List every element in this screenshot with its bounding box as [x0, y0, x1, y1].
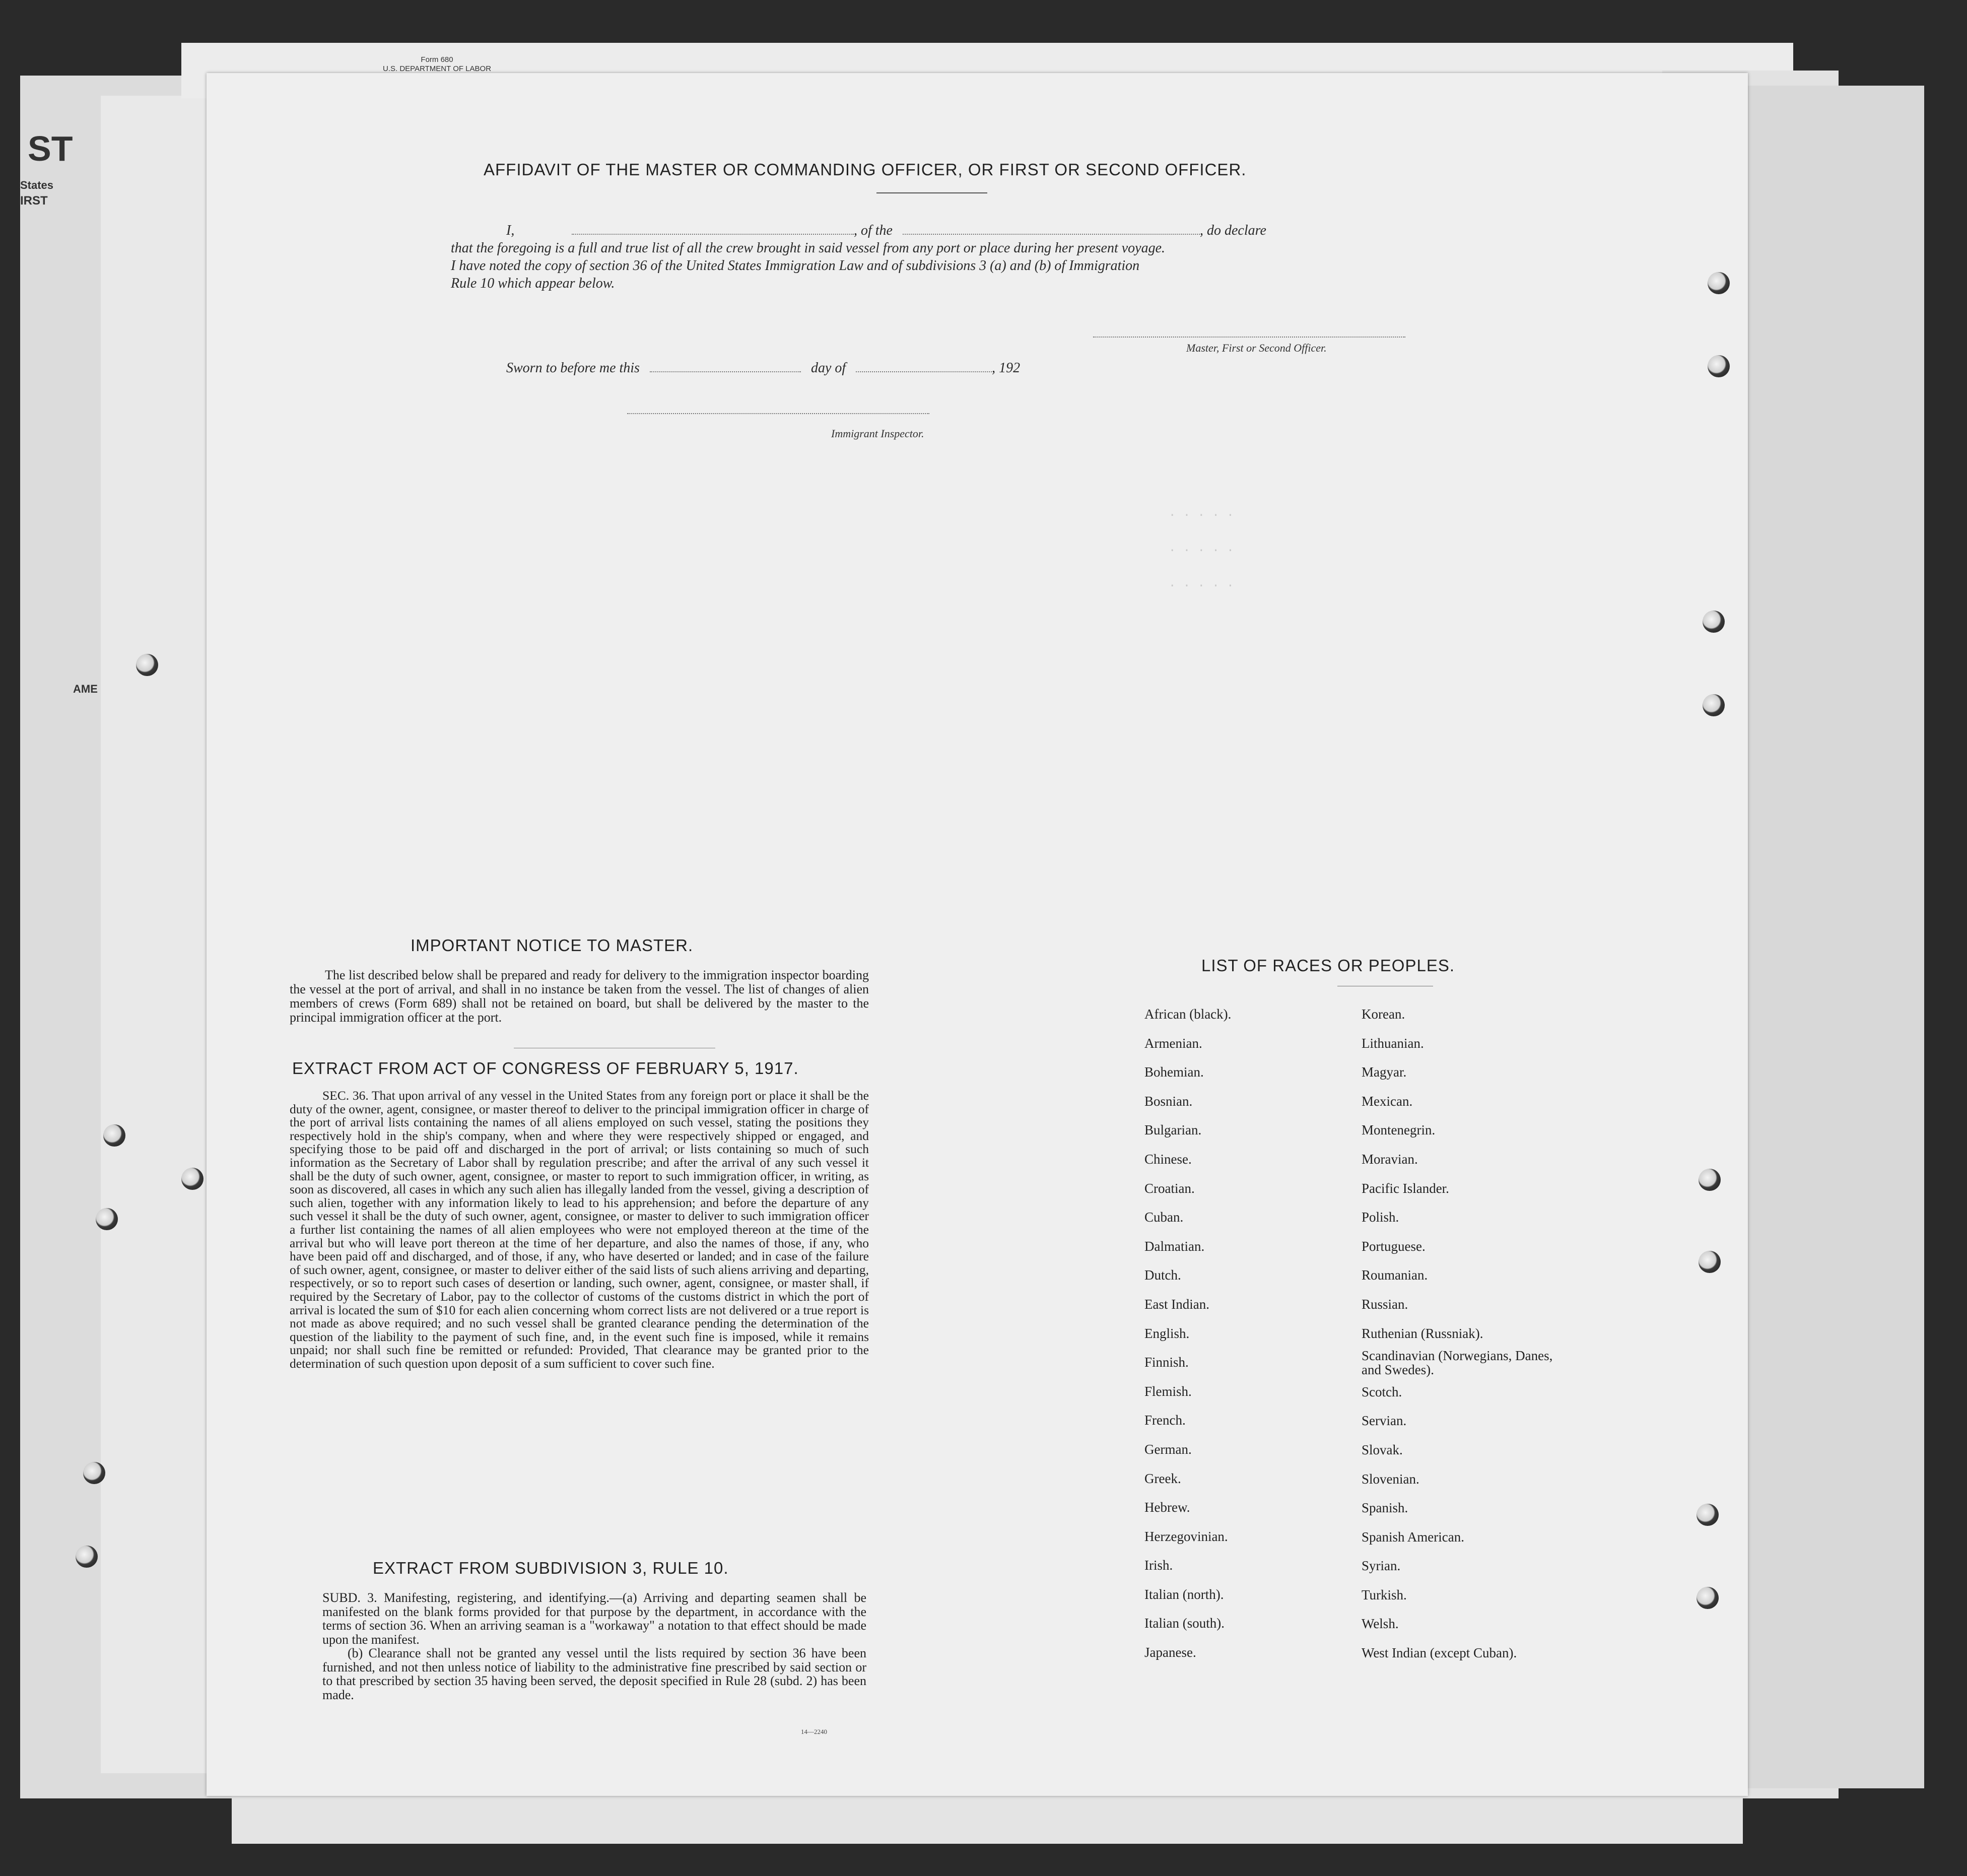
declarant-prefix: I,: [506, 223, 515, 238]
race-item: Japanese.: [1144, 1645, 1196, 1660]
race-item: Mexican.: [1362, 1093, 1413, 1109]
act-text: SEC. 36. That upon arrival of any vessel in the United States from any foreign port or place it shall be the duty of the owner, agent, consignee, or master thereof to deliver to the principal immigration officer in charge of the port of arrival lists containing the names of all aliens employed on such vessel, stating the positions they respectively hold in the ship's company, when and where they were respectively shipped or engaged, and specifying those to be paid off and discharged in the port of arrival; or lists containing so much of such information as the Secretary of Labor shall by regulation prescribe; and after the arrival of any such vessel it shall be the duty of such owner, agent, consignee, or master to report to such immigration officer, in writing, as soon as discovered, all cases in which any such alien has illegally landed from the vessel, giving a description of such alien, together with any information likely to lead to his apprehension; and before the departure of any such vessel it shall be the duty of such owner, agent, consignee, or master to deliver to such immigration officer a further list containing the names of all alien employees who were not employed thereon at the time of the arrival but who will leave port thereon at the time of her departure, and also the names of those, if any, who have been paid off and discharged, and of those, if any, who have deserted or landed; and in case of the failure of such owner, agent, consignee, or master to deliver either of the said lists of such aliens arriving and departing, respectively, or so to report such cases of desertion or landing, such owner, agent, consignee, or master shall, if required by the Secretary of Labor, pay to the collector of customs of the customs district in which the port of arrival is located the sum of $10 for each alien concerning whom correct lists are not delivered or a true report is not made as above required; and no such vessel shall be granted clearance pending the determination of the question of the liability to the payment of such fine, and, in the event such fine is imposed, while it remains unpaid; nor shall such fine be remitted or refunded: Provided, That clearance may be granted prior to the determination of such question upon deposit of a sum sufficient to cover such fine.: [290, 1088, 869, 1371]
day-of-label: day of: [810, 360, 846, 376]
punch-hole: [1697, 1504, 1719, 1526]
vessel-prefix: , of the: [854, 223, 893, 238]
race-item: Pacific Islander.: [1362, 1180, 1449, 1196]
notice-text: The list described below shall be prepared and ready for delivery to the immigration inspector boarding the vessel at the port of arrival, and shall in no instance be taken from the vessel. The list of changes of alien members of crews (Form 689) shall not be retained on board, but shall be delivered by the master to the principal immigration officer at the port.: [290, 968, 869, 1025]
left-strip-label: AME: [73, 683, 98, 695]
rule-paragraph-a: SUBD. 3. Manifesting, registering, and identifying.—(a) Arriving and departing seamen shall be manifested on the blank forms provided for that purpose by the department, in accordance with the terms of section 36. When an arriving seaman is a "workaway" a notation to that effect should be made upon the manifest.: [322, 1590, 866, 1647]
punch-hole: [76, 1546, 98, 1568]
department-label: U.S. DEPARTMENT OF LABOR: [383, 64, 492, 73]
race-item: West Indian (except Cuban).: [1362, 1645, 1517, 1661]
punch-hole: [1703, 611, 1725, 633]
race-item: Magyar.: [1362, 1064, 1407, 1080]
rule-text: [322, 1591, 866, 1702]
affidavit-line: Rule 10 which appear below.: [451, 276, 615, 291]
rule-title: EXTRACT FROM SUBDIVISION 3, RULE 10.: [373, 1559, 729, 1577]
act-title: EXTRACT FROM ACT OF CONGRESS OF FEBRUARY 5, 1917.: [292, 1059, 799, 1078]
race-item: Irish.: [1144, 1558, 1173, 1573]
left-strip-label: States: [20, 179, 54, 191]
race-item: Finnish.: [1144, 1355, 1189, 1370]
race-item: Cuban.: [1144, 1210, 1184, 1225]
races-column-1: [1144, 1000, 1231, 1667]
title-rule: [876, 192, 987, 193]
race-item: Flemish.: [1144, 1383, 1192, 1399]
notice-title: IMPORTANT NOTICE TO MASTER.: [411, 936, 694, 955]
race-item: Scotch.: [1362, 1384, 1402, 1399]
left-strip-heading: ST: [28, 129, 73, 168]
race-item: Roumanian.: [1362, 1267, 1428, 1283]
race-item: Portuguese.: [1362, 1238, 1426, 1254]
race-item: French.: [1144, 1413, 1186, 1428]
race-item: Russian.: [1362, 1296, 1408, 1312]
inspector-caption: Immigrant Inspector.: [831, 427, 924, 440]
bleed-through-text: · · · · ·: [1169, 579, 1234, 593]
race-item: African (black).: [1144, 1007, 1232, 1022]
punch-hole: [1703, 694, 1725, 716]
punch-hole: [136, 654, 158, 676]
affidavit-title: AFFIDAVIT OF THE MASTER OR COMMANDING OFFICER, OR FIRST OR SECOND OFFICER.: [484, 160, 1247, 179]
race-item: Italian (north).: [1144, 1586, 1224, 1602]
race-item: East Indian.: [1144, 1296, 1209, 1312]
sworn-day-field[interactable]: [650, 361, 801, 372]
print-code: 14—2240: [801, 1728, 827, 1735]
sworn-line: [506, 360, 1020, 376]
punch-hole: [181, 1168, 204, 1190]
race-item: English.: [1144, 1325, 1190, 1341]
race-item: Korean.: [1362, 1007, 1405, 1022]
race-item: Lithuanian.: [1362, 1035, 1424, 1051]
form-tag: [383, 55, 491, 74]
race-item: Chinese.: [1144, 1151, 1192, 1167]
race-item: Moravian.: [1362, 1151, 1418, 1167]
punch-hole: [1699, 1251, 1721, 1273]
form-number: Form 680: [421, 55, 453, 64]
race-item: Italian (south).: [1144, 1616, 1225, 1631]
race-item: Bulgarian.: [1144, 1122, 1202, 1138]
punch-hole: [1708, 272, 1730, 294]
race-item: Syrian.: [1362, 1558, 1401, 1574]
race-item: Ruthenian (Russniak).: [1362, 1325, 1483, 1341]
signature-caption: Master, First or Second Officer.: [1186, 342, 1327, 354]
race-item: Slovak.: [1362, 1442, 1403, 1457]
punch-hole: [1708, 355, 1730, 377]
punch-hole: [83, 1462, 105, 1484]
affidavit-line: I have noted the copy of section 36 of the United States Immigration Law and of subdivisions 3 (a) and (b) of Immigration: [451, 258, 1140, 274]
race-item: Dutch.: [1144, 1267, 1181, 1283]
year-label: , 192: [992, 360, 1021, 376]
race-item: Montenegrin.: [1362, 1122, 1436, 1138]
race-item: Bosnian.: [1144, 1093, 1193, 1109]
affidavit-body: [451, 222, 1408, 292]
race-item: Spanish American.: [1362, 1529, 1464, 1545]
races-title: LIST OF RACES OR PEOPLES.: [1201, 956, 1455, 975]
officer-name-field[interactable]: [572, 224, 854, 235]
races-column-2: [1362, 1000, 1573, 1668]
punch-hole: [103, 1124, 125, 1147]
punch-hole: [1697, 1587, 1719, 1609]
left-strip-label: IRST: [20, 194, 48, 208]
race-item: Turkish.: [1362, 1587, 1407, 1602]
officer-signature-field[interactable]: [1093, 326, 1405, 338]
race-item: Polish.: [1362, 1210, 1399, 1225]
declare-suffix: , do declare: [1200, 223, 1266, 238]
race-item: Herzegovinian.: [1144, 1528, 1228, 1544]
race-item: Hebrew.: [1144, 1500, 1190, 1515]
vessel-name-field[interactable]: [903, 224, 1200, 235]
race-item: Welsh.: [1362, 1616, 1399, 1632]
race-item: German.: [1144, 1441, 1192, 1457]
race-item: Armenian.: [1144, 1035, 1202, 1051]
race-item: Bohemian.: [1144, 1064, 1204, 1080]
race-item: Croatian.: [1144, 1180, 1195, 1196]
race-item: Dalmatian.: [1144, 1238, 1205, 1254]
bleed-through-text: · · · · ·: [1169, 544, 1234, 558]
rule-paragraph-b: (b) Clearance shall not be granted any vessel until the lists required by section 36 have been furnished, and not then unless notice of liability to the administrative fine prescribed by said section or to that prescribed by section 35 having been served, the deposit specified in Rule 28 (subd. 2) has been made.: [322, 1646, 866, 1702]
race-item: Servian.: [1362, 1413, 1407, 1429]
race-item: Greek.: [1144, 1470, 1181, 1486]
punch-hole: [1699, 1169, 1721, 1191]
sworn-month-field[interactable]: [856, 361, 992, 372]
bleed-through-text: · · · · ·: [1169, 509, 1234, 522]
race-item: Scandinavian (Norwegians, Danes, and Swedes).: [1362, 1348, 1553, 1378]
sworn-prefix: Sworn to before me this: [506, 360, 640, 376]
affidavit-line: that the foregoing is a full and true list of all the crew brought in said vessel from any port or place during her present voyage.: [451, 240, 1166, 256]
punch-hole: [96, 1208, 118, 1230]
race-item: Slovenian.: [1362, 1471, 1419, 1487]
inspector-signature-field[interactable]: [627, 403, 929, 414]
race-item: Spanish.: [1362, 1500, 1408, 1516]
